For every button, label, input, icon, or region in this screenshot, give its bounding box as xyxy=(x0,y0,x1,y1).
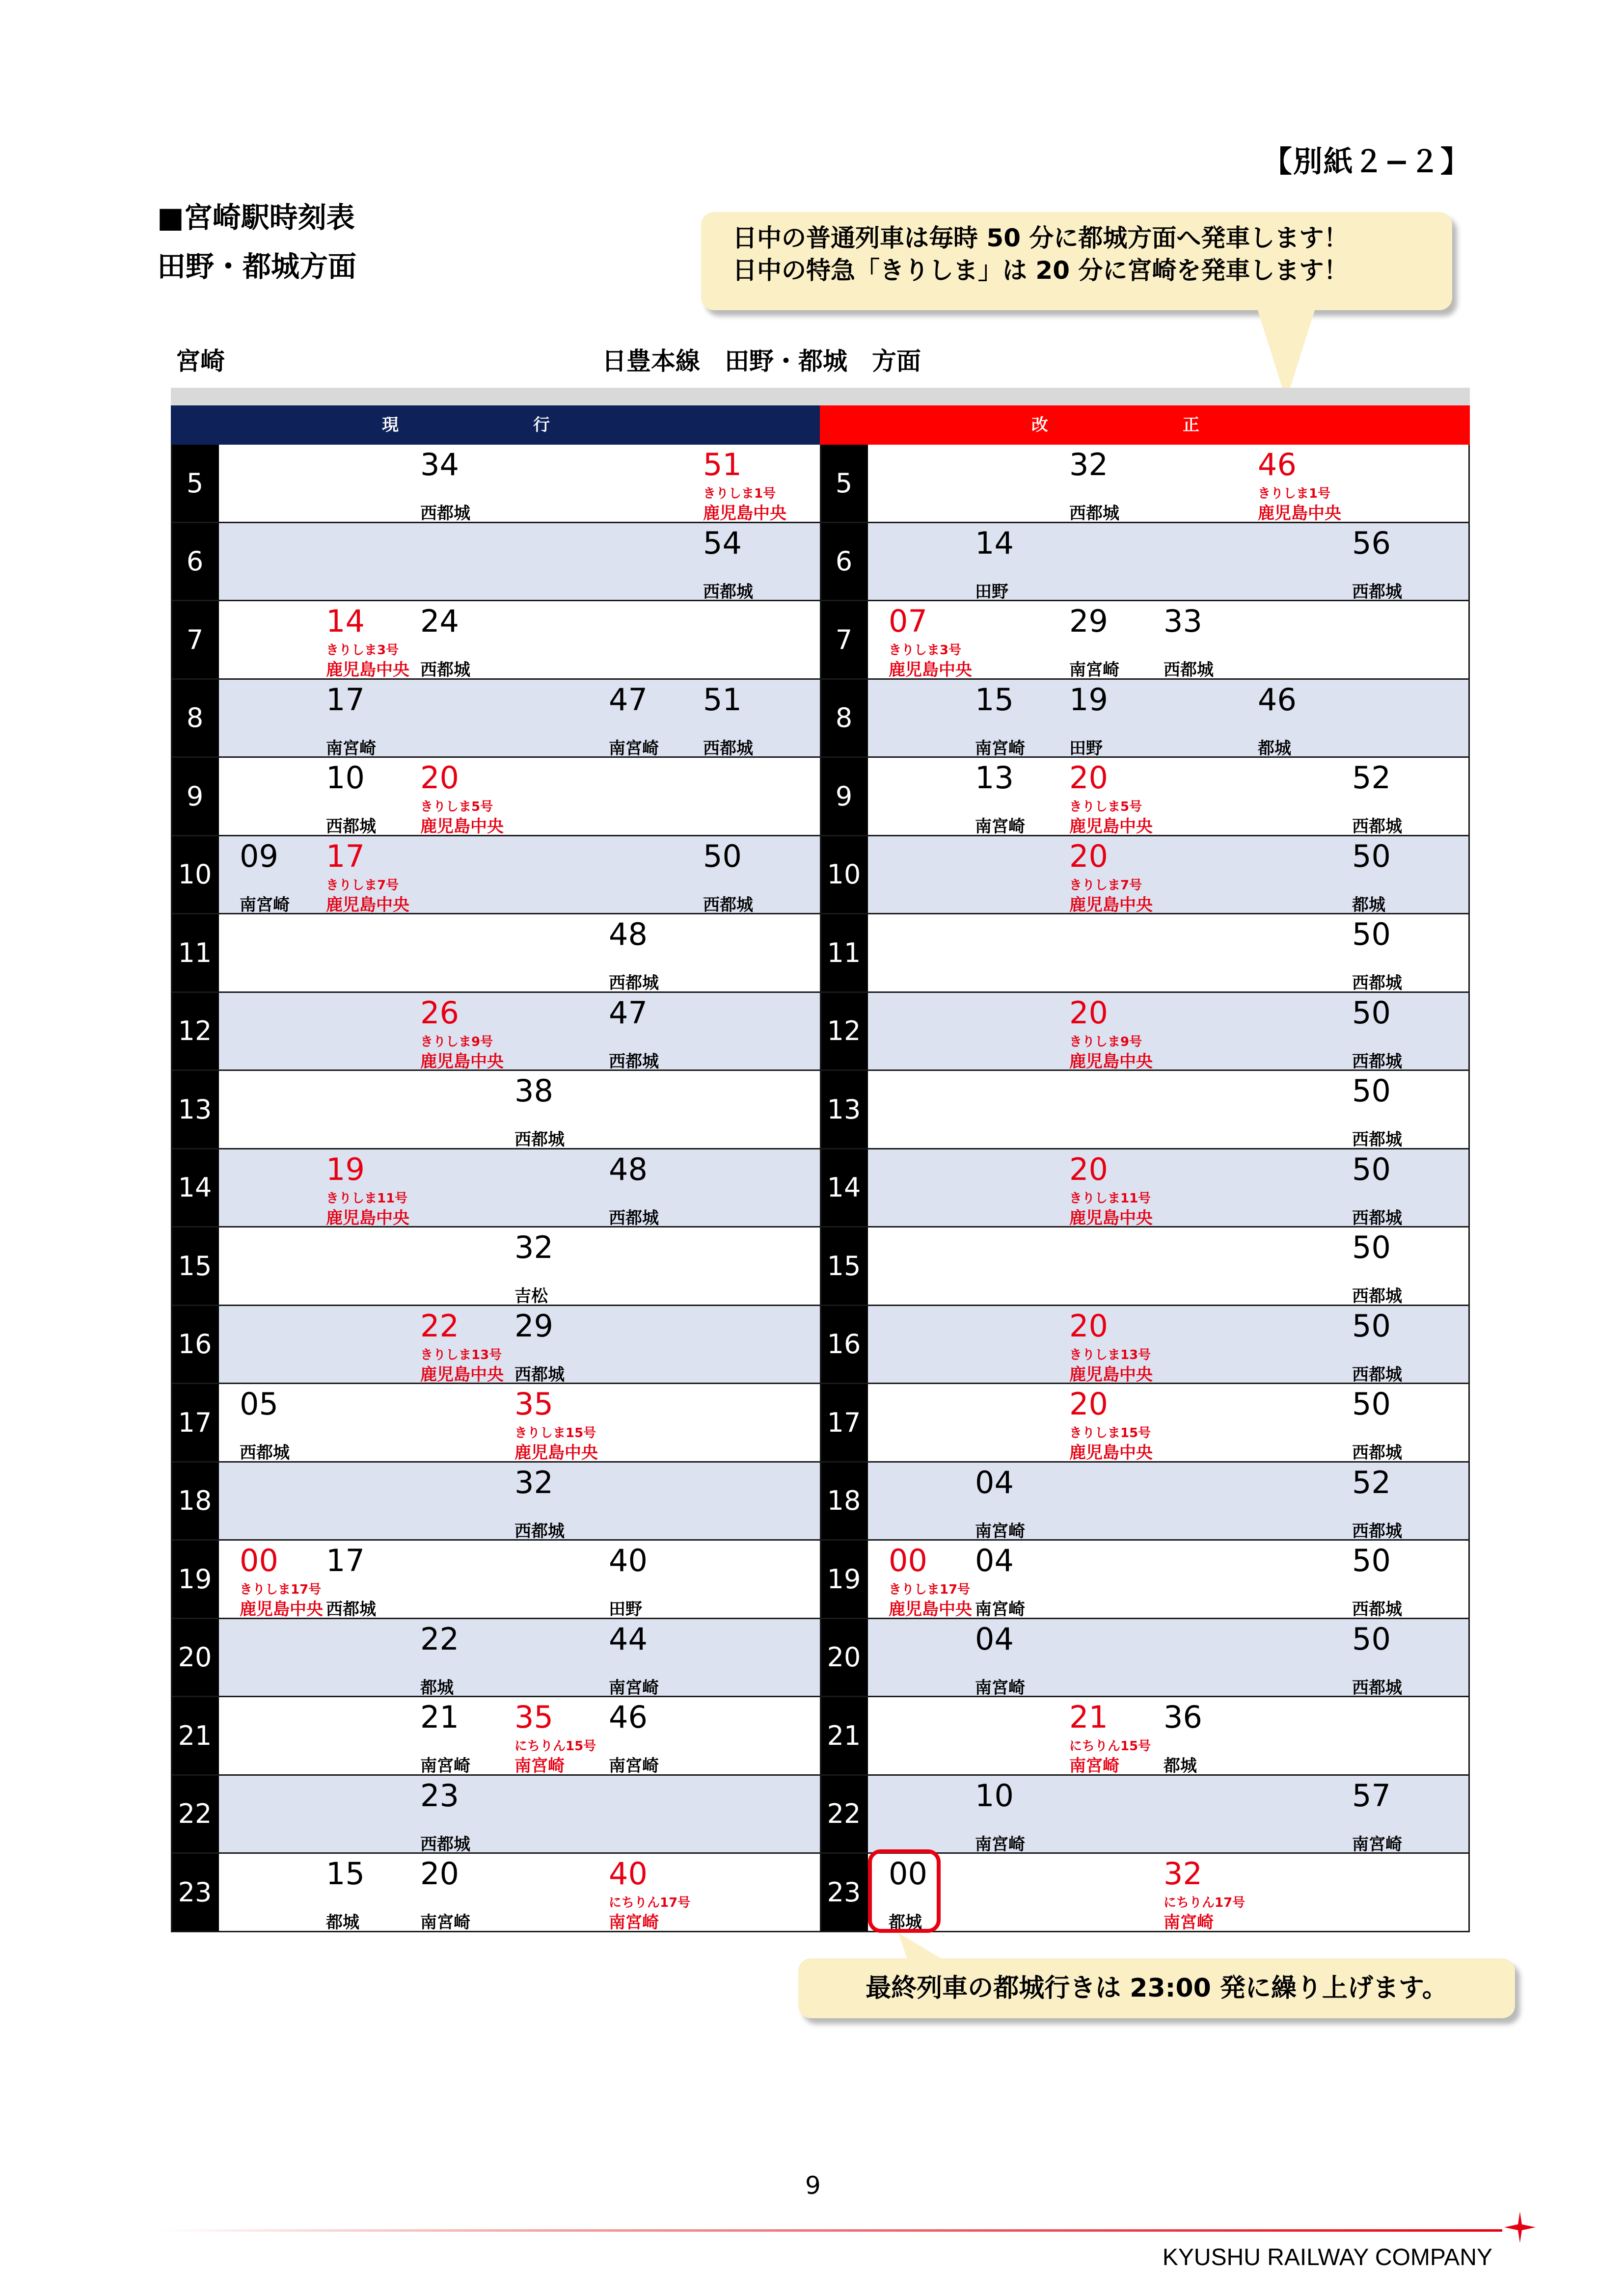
destination: 都城 xyxy=(1352,895,1385,915)
hour-label: 16 xyxy=(171,1306,219,1383)
train-name: にちりん17号 xyxy=(609,1896,691,1910)
destination: 田野 xyxy=(1069,738,1103,758)
departure-minute: 38 xyxy=(514,1073,553,1109)
departure-minute: 14 xyxy=(975,525,1014,561)
header-bar xyxy=(171,388,1470,405)
page-subtitle: 田野・都城方面 xyxy=(157,250,357,283)
departure-minute: 50 xyxy=(703,838,742,874)
departure-minute: 20 xyxy=(1069,1386,1108,1422)
destination: 南宮崎 xyxy=(1164,1913,1214,1932)
destination: 西都城 xyxy=(1164,660,1214,680)
destination: 鹿児島中央 xyxy=(1069,817,1153,836)
destination: 南宮崎 xyxy=(1352,1834,1402,1854)
destination: 西都城 xyxy=(703,738,753,758)
destination: 西都城 xyxy=(1352,1678,1402,1698)
departure-minute: 10 xyxy=(326,760,365,796)
footer-rule xyxy=(157,2229,1502,2232)
destination: 鹿児島中央 xyxy=(1069,1051,1153,1071)
departure-minute: 23 xyxy=(420,1777,459,1814)
destination: 西都城 xyxy=(1352,1208,1402,1228)
departure-minute: 15 xyxy=(975,681,1014,718)
train-name: きりしま9号 xyxy=(420,1034,493,1049)
departure-minute: 20 xyxy=(1069,1308,1108,1344)
departure-minute: 21 xyxy=(420,1699,459,1735)
destination: 南宮崎 xyxy=(240,895,290,915)
hour-label: 13 xyxy=(820,1071,868,1148)
hour-label: 15 xyxy=(820,1228,868,1305)
table-border xyxy=(820,445,1470,1932)
departure-minute: 40 xyxy=(609,1856,648,1892)
hour-label: 6 xyxy=(820,523,868,600)
callout-daytime-note xyxy=(701,212,1452,310)
departure-minute: 20 xyxy=(1069,1151,1108,1187)
revised-schedule-header: 改 正 xyxy=(820,405,1470,445)
departure-minute: 48 xyxy=(609,916,648,952)
departure-minute: 47 xyxy=(609,681,648,718)
current-schedule-header: 現 行 xyxy=(171,405,820,445)
departure-minute: 22 xyxy=(420,1621,459,1657)
train-name: きりしま11号 xyxy=(1069,1191,1151,1206)
page-title: ■宮崎駅時刻表 xyxy=(157,201,355,234)
hour-label: 12 xyxy=(171,993,219,1070)
departure-minute: 46 xyxy=(609,1699,648,1735)
departure-minute: 51 xyxy=(703,447,742,482)
departure-minute: 33 xyxy=(1164,603,1202,639)
departure-minute: 21 xyxy=(1069,1699,1108,1735)
departure-minute: 19 xyxy=(326,1151,365,1187)
callout-line-local: 日中の普通列車は毎時 50 分に都城方面へ発車します！ xyxy=(732,224,1349,252)
callout-last-train: 最終列車の都城行きは 23:00 発に繰り上げます。 xyxy=(798,1958,1515,2018)
departure-minute: 05 xyxy=(240,1386,278,1422)
star-logo-icon xyxy=(1504,2212,1536,2243)
train-name: きりしま17号 xyxy=(889,1582,971,1597)
appendix-label: 【別紙２−２】 xyxy=(1262,145,1471,179)
train-name: きりしま15号 xyxy=(514,1426,596,1441)
departure-minute: 14 xyxy=(326,603,365,639)
departure-minute: 34 xyxy=(420,447,459,482)
departure-minute: 17 xyxy=(326,681,365,718)
destination: 鹿児島中央 xyxy=(420,1364,504,1385)
destination: 鹿児島中央 xyxy=(1069,895,1153,915)
departure-minute: 32 xyxy=(514,1464,553,1500)
destination: 西都城 xyxy=(514,1364,565,1385)
departure-minute: 50 xyxy=(1352,1151,1391,1187)
hour-label: 7 xyxy=(820,601,868,678)
destination: 南宮崎 xyxy=(609,1756,659,1776)
hour-label: 10 xyxy=(820,836,868,913)
destination: 西都城 xyxy=(609,973,659,993)
destination: 鹿児島中央 xyxy=(889,660,972,680)
departure-minute: 04 xyxy=(975,1621,1014,1657)
destination: 西都城 xyxy=(703,582,753,602)
destination: 南宮崎 xyxy=(1069,1756,1119,1776)
train-name: きりしま3号 xyxy=(326,643,399,658)
departure-minute: 13 xyxy=(975,760,1014,796)
destination: 西都城 xyxy=(326,817,376,836)
train-name: きりしま11号 xyxy=(326,1191,408,1206)
hour-label: 22 xyxy=(171,1776,219,1853)
departure-minute: 00 xyxy=(240,1543,278,1578)
hour-label: 18 xyxy=(820,1463,868,1540)
departure-minute: 50 xyxy=(1352,838,1391,874)
departure-minute: 32 xyxy=(514,1229,553,1265)
destination: 鹿児島中央 xyxy=(1069,1208,1153,1228)
hour-label: 18 xyxy=(171,1463,219,1540)
departure-minute: 26 xyxy=(420,994,459,1031)
departure-minute: 36 xyxy=(1164,1699,1202,1735)
destination: 西都城 xyxy=(1352,1286,1402,1306)
hour-label: 13 xyxy=(171,1071,219,1148)
departure-minute: 17 xyxy=(326,1543,365,1578)
destination: 南宮崎 xyxy=(975,1678,1025,1698)
destination: 西都城 xyxy=(240,1443,290,1463)
departure-minute: 50 xyxy=(1352,1386,1391,1422)
destination: 南宮崎 xyxy=(975,1600,1025,1619)
destination: 南宮崎 xyxy=(609,1913,659,1932)
train-name: きりしま1号 xyxy=(1258,486,1331,501)
departure-minute: 19 xyxy=(1069,681,1108,718)
destination: 南宮崎 xyxy=(420,1913,470,1932)
hour-label: 10 xyxy=(171,836,219,913)
callout-line-express: 日中の特急「きりしま」は 20 分に宮崎を発車します！ xyxy=(732,256,1349,285)
destination: 西都城 xyxy=(1352,582,1402,602)
destination: 南宮崎 xyxy=(975,817,1025,836)
hour-label: 19 xyxy=(820,1541,868,1618)
train-name: きりしま9号 xyxy=(1069,1034,1142,1049)
destination: 吉松 xyxy=(514,1286,548,1306)
departure-minute: 20 xyxy=(1069,838,1108,874)
departure-minute: 20 xyxy=(1069,760,1108,796)
hour-label: 5 xyxy=(171,445,219,522)
departure-minute: 50 xyxy=(1352,1229,1391,1265)
departure-minute: 52 xyxy=(1352,1464,1391,1500)
hour-label: 15 xyxy=(171,1228,219,1305)
hour-label: 7 xyxy=(171,601,219,678)
destination: 鹿児島中央 xyxy=(420,817,504,836)
train-name: きりしま1号 xyxy=(703,486,776,501)
destination: 西都城 xyxy=(609,1051,659,1071)
destination: 西都城 xyxy=(1352,1443,1402,1463)
hour-label: 20 xyxy=(171,1619,219,1696)
destination: 西都城 xyxy=(703,895,753,915)
hour-label: 9 xyxy=(820,758,868,835)
departure-minute: 29 xyxy=(514,1308,553,1344)
departure-minute: 07 xyxy=(889,603,927,639)
destination: 田野 xyxy=(609,1600,642,1619)
hour-label: 12 xyxy=(820,993,868,1070)
hour-label: 8 xyxy=(171,680,219,757)
departure-minute: 40 xyxy=(609,1543,648,1578)
departure-minute: 20 xyxy=(420,760,459,796)
destination: 西都城 xyxy=(420,504,470,523)
table-border xyxy=(171,445,821,1932)
destination: 南宮崎 xyxy=(514,1756,565,1776)
destination: 西都城 xyxy=(514,1521,565,1541)
destination: 鹿児島中央 xyxy=(326,1208,409,1228)
hour-label: 16 xyxy=(820,1306,868,1383)
hour-label: 8 xyxy=(820,680,868,757)
train-name: にちりん17号 xyxy=(1164,1896,1245,1910)
line-direction: 日豊本線 田野・都城 方面 xyxy=(602,347,921,375)
hour-label: 6 xyxy=(171,523,219,600)
departure-minute: 00 xyxy=(889,1856,927,1892)
departure-minute: 24 xyxy=(420,603,459,639)
destination: 西都城 xyxy=(1352,1600,1402,1619)
departure-minute: 50 xyxy=(1352,994,1391,1031)
departure-minute: 00 xyxy=(889,1543,927,1578)
hour-label: 9 xyxy=(171,758,219,835)
departure-minute: 46 xyxy=(1258,681,1297,718)
train-name: きりしま7号 xyxy=(326,878,399,893)
destination: 都城 xyxy=(420,1678,454,1698)
train-name: きりしま17号 xyxy=(240,1582,322,1597)
hour-label: 14 xyxy=(171,1149,219,1227)
departure-minute: 50 xyxy=(1352,1621,1391,1657)
destination: 鹿児島中央 xyxy=(326,660,409,680)
callout-pointer xyxy=(898,1933,962,1967)
destination: 南宮崎 xyxy=(420,1756,470,1776)
hour-label: 22 xyxy=(820,1776,868,1853)
departure-minute: 32 xyxy=(1164,1856,1202,1892)
train-name: きりしま15号 xyxy=(1069,1426,1151,1441)
last-train-highlight xyxy=(868,1849,941,1933)
hour-label: 17 xyxy=(820,1384,868,1461)
destination: 西都城 xyxy=(1069,504,1119,523)
hour-label: 14 xyxy=(820,1149,868,1227)
page-number: 9 xyxy=(805,2171,821,2200)
departure-minute: 35 xyxy=(514,1699,553,1735)
departure-minute: 04 xyxy=(975,1464,1014,1500)
departure-minute: 20 xyxy=(1069,994,1108,1031)
destination: 都城 xyxy=(1258,738,1291,758)
destination: 南宮崎 xyxy=(326,738,376,758)
station-name: 宮崎 xyxy=(176,347,225,375)
destination: 西都城 xyxy=(1352,1051,1402,1071)
departure-minute: 54 xyxy=(703,525,742,561)
destination: 南宮崎 xyxy=(975,1834,1025,1854)
train-name: きりしま3号 xyxy=(889,643,962,658)
hour-label: 11 xyxy=(820,914,868,991)
train-name: きりしま13号 xyxy=(420,1347,502,1362)
departure-minute: 15 xyxy=(326,1856,365,1892)
departure-minute: 20 xyxy=(420,1856,459,1892)
departure-minute: 44 xyxy=(609,1621,648,1657)
destination: 鹿児島中央 xyxy=(240,1600,323,1619)
destination: 都城 xyxy=(1164,1756,1197,1776)
departure-minute: 50 xyxy=(1352,1308,1391,1344)
hour-label: 20 xyxy=(820,1619,868,1696)
destination: 鹿児島中央 xyxy=(1069,1443,1153,1463)
destination: 西都城 xyxy=(609,1208,659,1228)
train-name: きりしま7号 xyxy=(1069,878,1142,893)
departure-minute: 51 xyxy=(703,681,742,718)
train-name: にちりん15号 xyxy=(1069,1739,1151,1754)
destination: 南宮崎 xyxy=(1069,660,1119,680)
departure-minute: 29 xyxy=(1069,603,1108,639)
departure-minute: 09 xyxy=(240,838,278,874)
departure-minute: 17 xyxy=(326,838,365,874)
hour-label: 17 xyxy=(171,1384,219,1461)
destination: 西都城 xyxy=(1352,817,1402,836)
hour-label: 21 xyxy=(171,1697,219,1774)
destination: 都城 xyxy=(889,1913,922,1932)
departure-minute: 04 xyxy=(975,1543,1014,1578)
train-name: きりしま5号 xyxy=(420,800,493,814)
destination: 鹿児島中央 xyxy=(420,1051,504,1071)
hour-label: 23 xyxy=(171,1854,219,1931)
departure-minute: 47 xyxy=(609,994,648,1031)
destination: 都城 xyxy=(326,1913,359,1932)
hour-label: 21 xyxy=(820,1697,868,1774)
destination: 鹿児島中央 xyxy=(889,1600,972,1619)
destination: 田野 xyxy=(975,582,1008,602)
destination: 鹿児島中央 xyxy=(326,895,409,915)
destination: 西都城 xyxy=(420,660,470,680)
destination: 南宮崎 xyxy=(609,1678,659,1698)
destination: 鹿児島中央 xyxy=(1258,504,1341,523)
train-name: きりしま5号 xyxy=(1069,800,1142,814)
departure-minute: 50 xyxy=(1352,1543,1391,1578)
departure-minute: 10 xyxy=(975,1777,1014,1814)
destination: 西都城 xyxy=(326,1600,376,1619)
destination: 西都城 xyxy=(1352,1521,1402,1541)
hour-label: 23 xyxy=(820,1854,868,1931)
destination: 鹿児島中央 xyxy=(514,1443,598,1463)
destination: 鹿児島中央 xyxy=(1069,1364,1153,1385)
departure-minute: 22 xyxy=(420,1308,459,1344)
destination: 南宮崎 xyxy=(975,1521,1025,1541)
destination: 西都城 xyxy=(1352,1130,1402,1149)
departure-minute: 56 xyxy=(1352,525,1391,561)
destination: 西都城 xyxy=(1352,1364,1402,1385)
departure-minute: 46 xyxy=(1258,447,1297,482)
hour-label: 19 xyxy=(171,1541,219,1618)
destination: 西都城 xyxy=(420,1834,470,1854)
departure-minute: 32 xyxy=(1069,447,1108,482)
train-name: きりしま13号 xyxy=(1069,1347,1151,1362)
departure-minute: 50 xyxy=(1352,1073,1391,1109)
departure-minute: 48 xyxy=(609,1151,648,1187)
hour-label: 5 xyxy=(820,445,868,522)
hour-label: 11 xyxy=(171,914,219,991)
destination: 西都城 xyxy=(1352,973,1402,993)
destination: 南宮崎 xyxy=(609,738,659,758)
departure-minute: 50 xyxy=(1352,916,1391,952)
destination: 南宮崎 xyxy=(975,738,1025,758)
train-name: にちりん15号 xyxy=(514,1739,596,1754)
destination: 鹿児島中央 xyxy=(703,504,786,523)
destination: 西都城 xyxy=(514,1130,565,1149)
departure-minute: 57 xyxy=(1352,1777,1391,1814)
departure-minute: 52 xyxy=(1352,760,1391,796)
departure-minute: 35 xyxy=(514,1386,553,1422)
company-name: KYUSHU RAILWAY COMPANY xyxy=(1162,2244,1492,2270)
